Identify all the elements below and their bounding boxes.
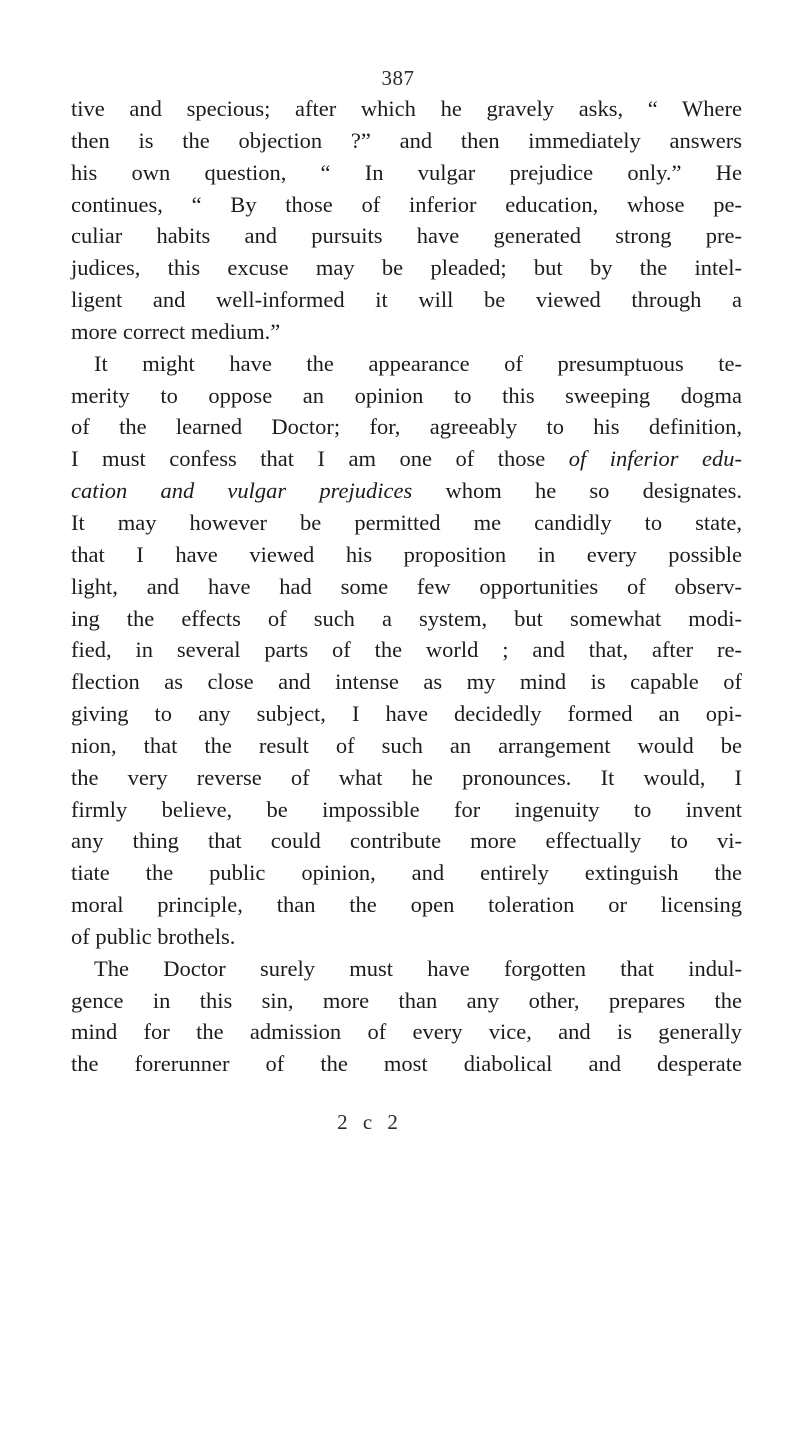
text-segment: culiar habits and pursuits have generated strong pre- — [71, 223, 742, 249]
text-segment: gence in this sin, more than any other, prepares the — [71, 987, 742, 1013]
text-line — [71, 825, 742, 857]
page-number: 387 — [381, 66, 415, 90]
text-segment: It may however be permitted me candidly to state, — [71, 509, 742, 535]
text-segment: any thing that could contribute more effectually to vi- — [71, 828, 742, 854]
text-segment: light, and have had some few opportunities of observ- — [71, 573, 742, 599]
text-segment: I must confess that I am one of those — [71, 446, 569, 472]
text-segment: of public brothels. — [71, 923, 236, 949]
text-line — [71, 380, 742, 412]
text-line — [71, 730, 742, 762]
text-segment: fied, in several parts of the world ; and that, after re- — [71, 637, 742, 663]
text-line — [71, 252, 742, 284]
italic-text-segment: of inferior edu- — [568, 446, 743, 472]
text-line — [71, 571, 742, 603]
text-line — [71, 443, 742, 475]
text-line — [71, 539, 742, 571]
text-line — [71, 1016, 742, 1048]
text-segment: flection as close and intense as my mind is capable of — [71, 669, 742, 695]
text-line — [71, 93, 742, 125]
text-segment: his own question, “ In vulgar prejudice only.” He — [71, 159, 742, 185]
text-line — [71, 507, 742, 539]
text-segment: more correct medium.” — [71, 318, 281, 344]
text-segment: moral principle, than the open toleration or licensing — [71, 892, 742, 918]
text-segment: The Doctor surely must have forgotten that indul- — [94, 955, 742, 981]
text-segment: the forerunner of the most diabolical and desperate — [71, 1051, 742, 1077]
text-line — [71, 889, 742, 921]
text-segment: ligent and well-informed it will be viewed through a — [71, 287, 742, 313]
text-line — [71, 284, 742, 316]
text-line — [71, 411, 742, 443]
text-segment: that I have viewed his proposition in every possible — [71, 541, 742, 567]
text-line — [71, 157, 742, 189]
italic-text-segment: cation and vulgar prejudices — [71, 478, 413, 504]
text-segment: continues, “ By those of inferior education, whose pe- — [71, 191, 742, 217]
text-segment: mind for the admission of every vice, and is generally — [71, 1019, 742, 1045]
text-line — [71, 857, 742, 889]
text-line — [71, 1048, 742, 1080]
text-line — [71, 189, 742, 221]
text-line — [71, 220, 742, 252]
text-segment: giving to any subject, I have decidedly formed an opi- — [71, 701, 742, 727]
text-line — [71, 475, 742, 507]
text-segment: of the learned Doctor; for, agreeably to his definition, — [71, 414, 742, 440]
text-segment: the very reverse of what he pronounces. It would, I — [71, 764, 742, 790]
text-line — [71, 953, 742, 985]
text-line — [71, 348, 742, 380]
text-line — [71, 985, 742, 1017]
text-line — [71, 634, 742, 666]
text-segment: tive and specious; after which he gravely asks, “ Where — [71, 96, 742, 121]
text-line — [71, 698, 742, 730]
text-segment: tiate the public opinion, and entirely extinguish the — [71, 860, 742, 886]
text-segment: merity to oppose an opinion to this sweeping dogma — [71, 382, 742, 408]
text-line — [71, 794, 742, 826]
text-line — [71, 125, 742, 157]
text-line — [71, 666, 742, 698]
text-line — [71, 762, 742, 794]
text-segment: ing the effects of such a system, but somewhat modi- — [71, 605, 742, 631]
text-segment: whom he so designates. — [412, 478, 742, 504]
text-segment: judices, this excuse may be pleaded; but by the intel- — [71, 255, 742, 281]
text-line — [71, 921, 742, 953]
text-segment: then is the objection ?” and then immediately answers — [71, 127, 742, 153]
text-segment: firmly believe, be impossible for ingenuity to invent — [71, 796, 742, 822]
text-line — [71, 316, 742, 348]
text-line — [71, 603, 742, 635]
text-segment: nion, that the result of such an arrangement would be — [71, 732, 742, 758]
text-segment: It might have the appearance of presumptuous te- — [94, 350, 742, 376]
signature-mark: 2 c 2 — [337, 1110, 403, 1134]
body-text — [71, 93, 742, 1080]
